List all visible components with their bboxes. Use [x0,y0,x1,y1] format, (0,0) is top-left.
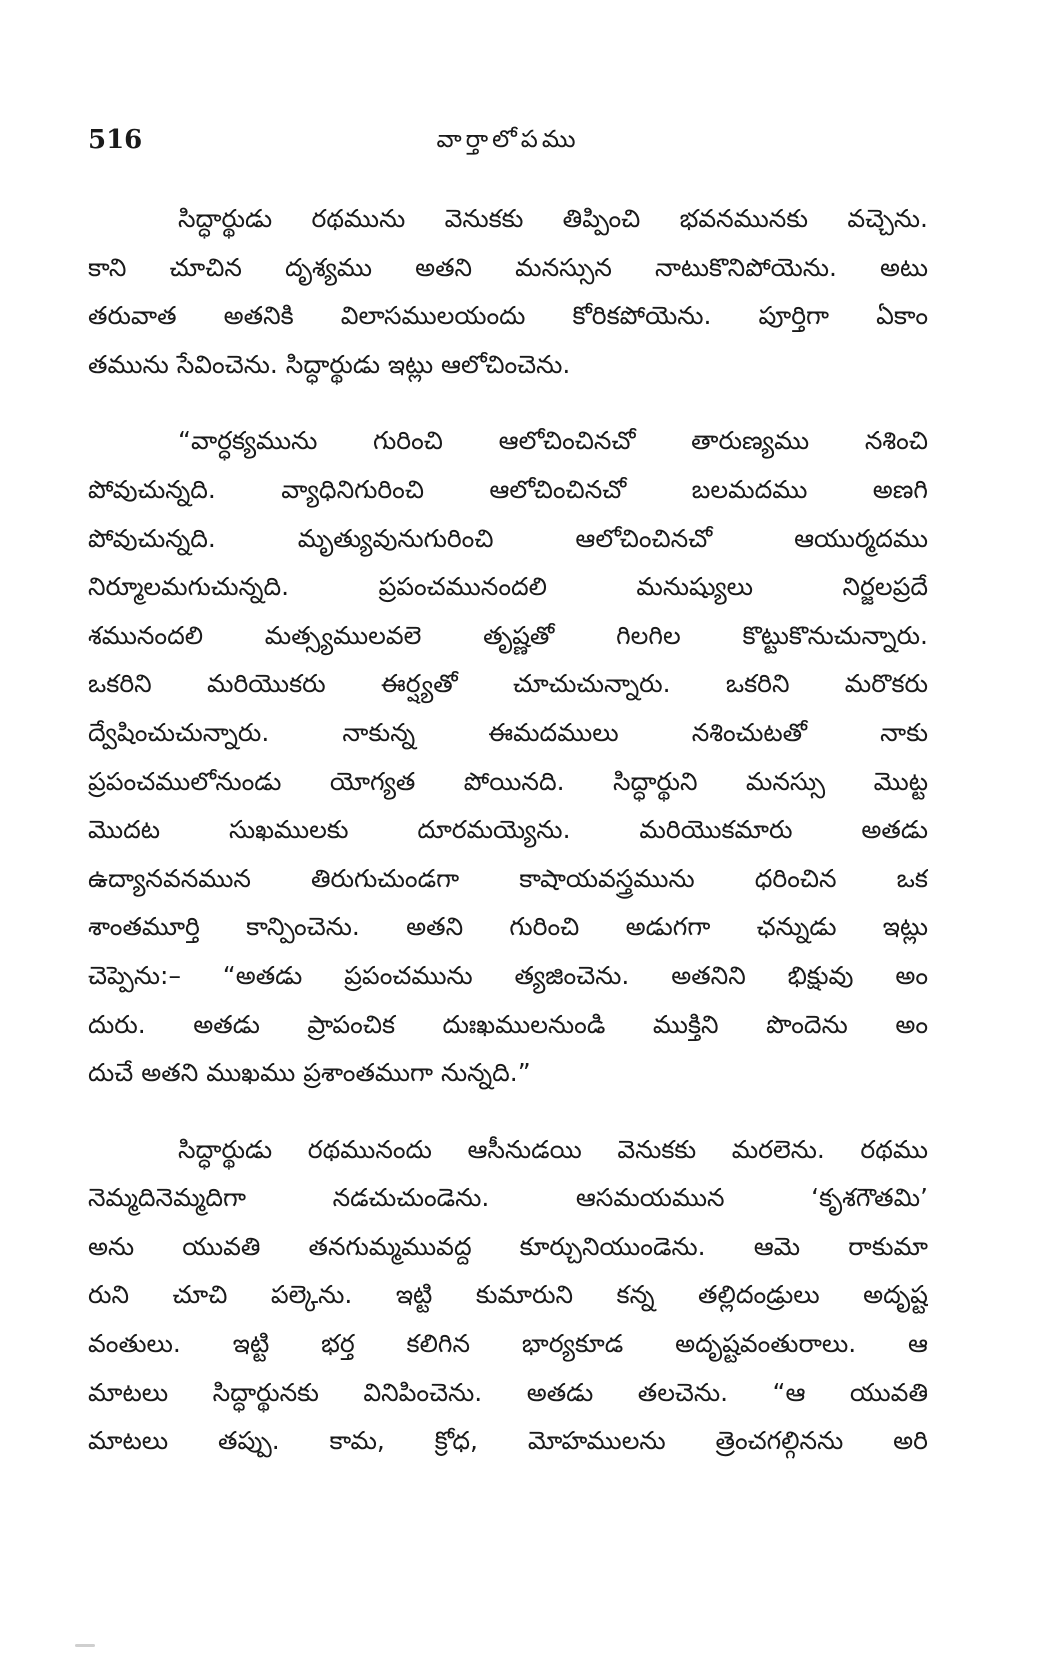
text-line: ఉద్యానవనమున తిరుగుచుండగా కాషాయవస్త్రమును ధరించిన ఒక [88,863,928,893]
text-line: తరువాత అతనికి విలాసములయందు కోరికపోయెను. పూర్తిగా ఏకాం [88,301,928,331]
text-line: కాని చూచిన దృశ్యము అతని మనస్సున నాటుకొనిపోయెను. అటు [88,252,928,282]
text-line: సిద్ధార్థుడు రథమును వెనుకకు తిప్పించి భవనమునకు వచ్చెను. [178,204,928,233]
page-number: 516 [88,125,143,155]
paragraph [88,1126,928,1466]
text-line: “వార్ధక్యమును గురించి ఆలోచించినచో తారుణ్యము నశించి [178,426,928,456]
text-line: దురు. అతడు ప్రాపంచిక దుఃఖములనుండి ముక్తిని పొందెను అం [88,1009,928,1039]
text-line: పోవుచున్నది. మృత్యువునుగురించి ఆలోచించినచో ఆయుర్మదము [88,523,928,553]
text-line: తమును సేవించెను. సిద్ధార్థుడు ఇట్లు ఆలోచించెను. [88,349,571,379]
text-line: దుచే అతని ముఖము ప్రశాంతముగా నున్నది.” [88,1058,531,1088]
running-title: వార్తాలోపము [436,125,580,153]
text-line: నెమ్మదినెమ్మదిగా నడచుచుండెను. ఆసమయమున ‘కృశగౌతమి’ [88,1183,928,1213]
text-line: శమునందలి మత్స్యములవలె తృష్ణతో గిలగిల కొట్టుకొనుచున్నారు. [88,620,928,650]
body-text [88,195,928,1494]
text-line: ఒకరిని మరియొకరు ఈర్ష్యతో చూచుచున్నారు. ఒకరిని మరొకరు [88,669,928,699]
text-line: మాటలు సిద్ధార్థునకు వినిపించెను. అతడు తలచెను. “ఆ యువతి [88,1377,928,1407]
text-line: రుని చూచి పల్కెను. ఇట్టి కుమారుని కన్న తల్లిదండ్రులు అదృష్ట [88,1280,928,1310]
text-line: ద్వేషించుచున్నారు. నాకున్న ఈమదములు నశించుటతో నాకు [88,717,928,747]
paragraph [88,417,928,1097]
text-line: ప్రపంచములోనుండు యోగ్యత పోయినది. సిద్ధార్థుని మనస్సు మొట్ట [88,766,928,796]
text-line: మాటలు తప్పు. కామ, క్రోధ, మోహములను త్రెంచగల్గినను అరి [88,1426,928,1456]
page-header [88,125,928,165]
text-line: చెప్పెను:– “అతడు ప్రపంచమును త్యజించెను. అతనిని భిక్షువు అం [88,960,928,990]
scan-speck [75,1644,95,1647]
text-line: మొదట సుఖములకు దూరమయ్యెను. మరియొకమారు అతడు [88,815,928,845]
text-line: వంతులు. ఇట్టి భర్త కలిగిన భార్యకూడ అదృష్టవంతురాలు. ఆ [88,1329,928,1359]
text-line: నిర్మూలమగుచున్నది. ప్రపంచమునందలి మనుష్యులు నిర్జలప్రదే [88,572,928,602]
paragraph [88,195,928,389]
text-line: సిద్ధార్థుడు రథమునందు ఆసీనుడయి వెనుకకు మరలెను. రథము [178,1134,928,1164]
text-line: శాంతమూర్తి కాన్పించెను. అతని గురించి అడుగగా ఛన్నుడు ఇట్లు [88,912,928,942]
text-line: పోవుచున్నది. వ్యాధినిగురించి ఆలోచించినచో బలమదము అణగి [88,474,928,504]
text-line: అను యువతి తనగుమ్మమువద్ద కూర్చునియుండెను. ఆమె రాకుమా [88,1231,928,1261]
